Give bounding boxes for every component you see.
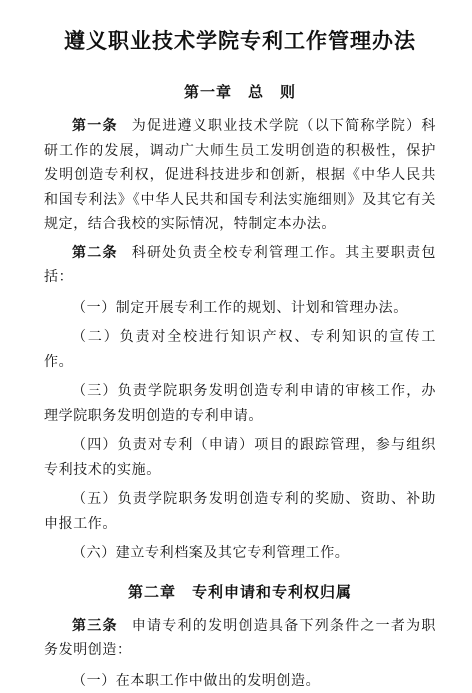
chapter-2-heading: 第二章 专利申请和专利权归属	[44, 580, 436, 604]
article-2-item-4: （四）负责对专利（申请）项目的跟踪管理，参与组织专利技术的实施。	[44, 433, 436, 482]
article-3-item-1: （一）在本职工作中做出的发明创造。	[44, 669, 436, 693]
article-2-item-3: （三）负责学院职务发明创造专利申请的审核工作，办理学院职务发明创造的专利申请。	[44, 379, 436, 428]
article-1-label: 第一条	[72, 118, 118, 134]
article-1-text: 为促进遵义职业技术学院（以下简称学院）科研工作的发展，调动广大师生员工发明创造的积极性，保护发明创造专利权，促进科技进步和创新，根据《中华人民共和国专利法》《中华人民共和国专利法实施细则》及其它有关规定，结合我校的实际情况，特制定本办法。	[44, 118, 436, 232]
article-2-label: 第二条	[72, 245, 118, 261]
document-title: 遵义职业技术学院专利工作管理办法	[44, 26, 436, 56]
article-2-item-2: （二）负责对全校进行知识产权、专利知识的宣传工作。	[44, 325, 436, 374]
article-2-item-6: （六）建立专利档案及其它专利管理工作。	[44, 541, 436, 566]
article-3-label: 第三条	[72, 618, 118, 634]
chapter-1-heading: 第一章 总 则	[44, 80, 436, 104]
article-2	[44, 241, 436, 290]
article-2-item-1: （一）制定开展专利工作的规划、计划和管理办法。	[44, 296, 436, 321]
article-2-item-5: （五）负责学院职务发明创造专利的奖励、资助、补助申报工作。	[44, 487, 436, 536]
article-2-text: 科研处负责全校专利管理工作。其主要职责包括：	[44, 245, 436, 286]
article-1	[44, 114, 436, 237]
article-3-text: 申请专利的发明创造具备下列条件之一者为职务发明创造：	[44, 618, 436, 659]
article-3	[44, 614, 436, 663]
